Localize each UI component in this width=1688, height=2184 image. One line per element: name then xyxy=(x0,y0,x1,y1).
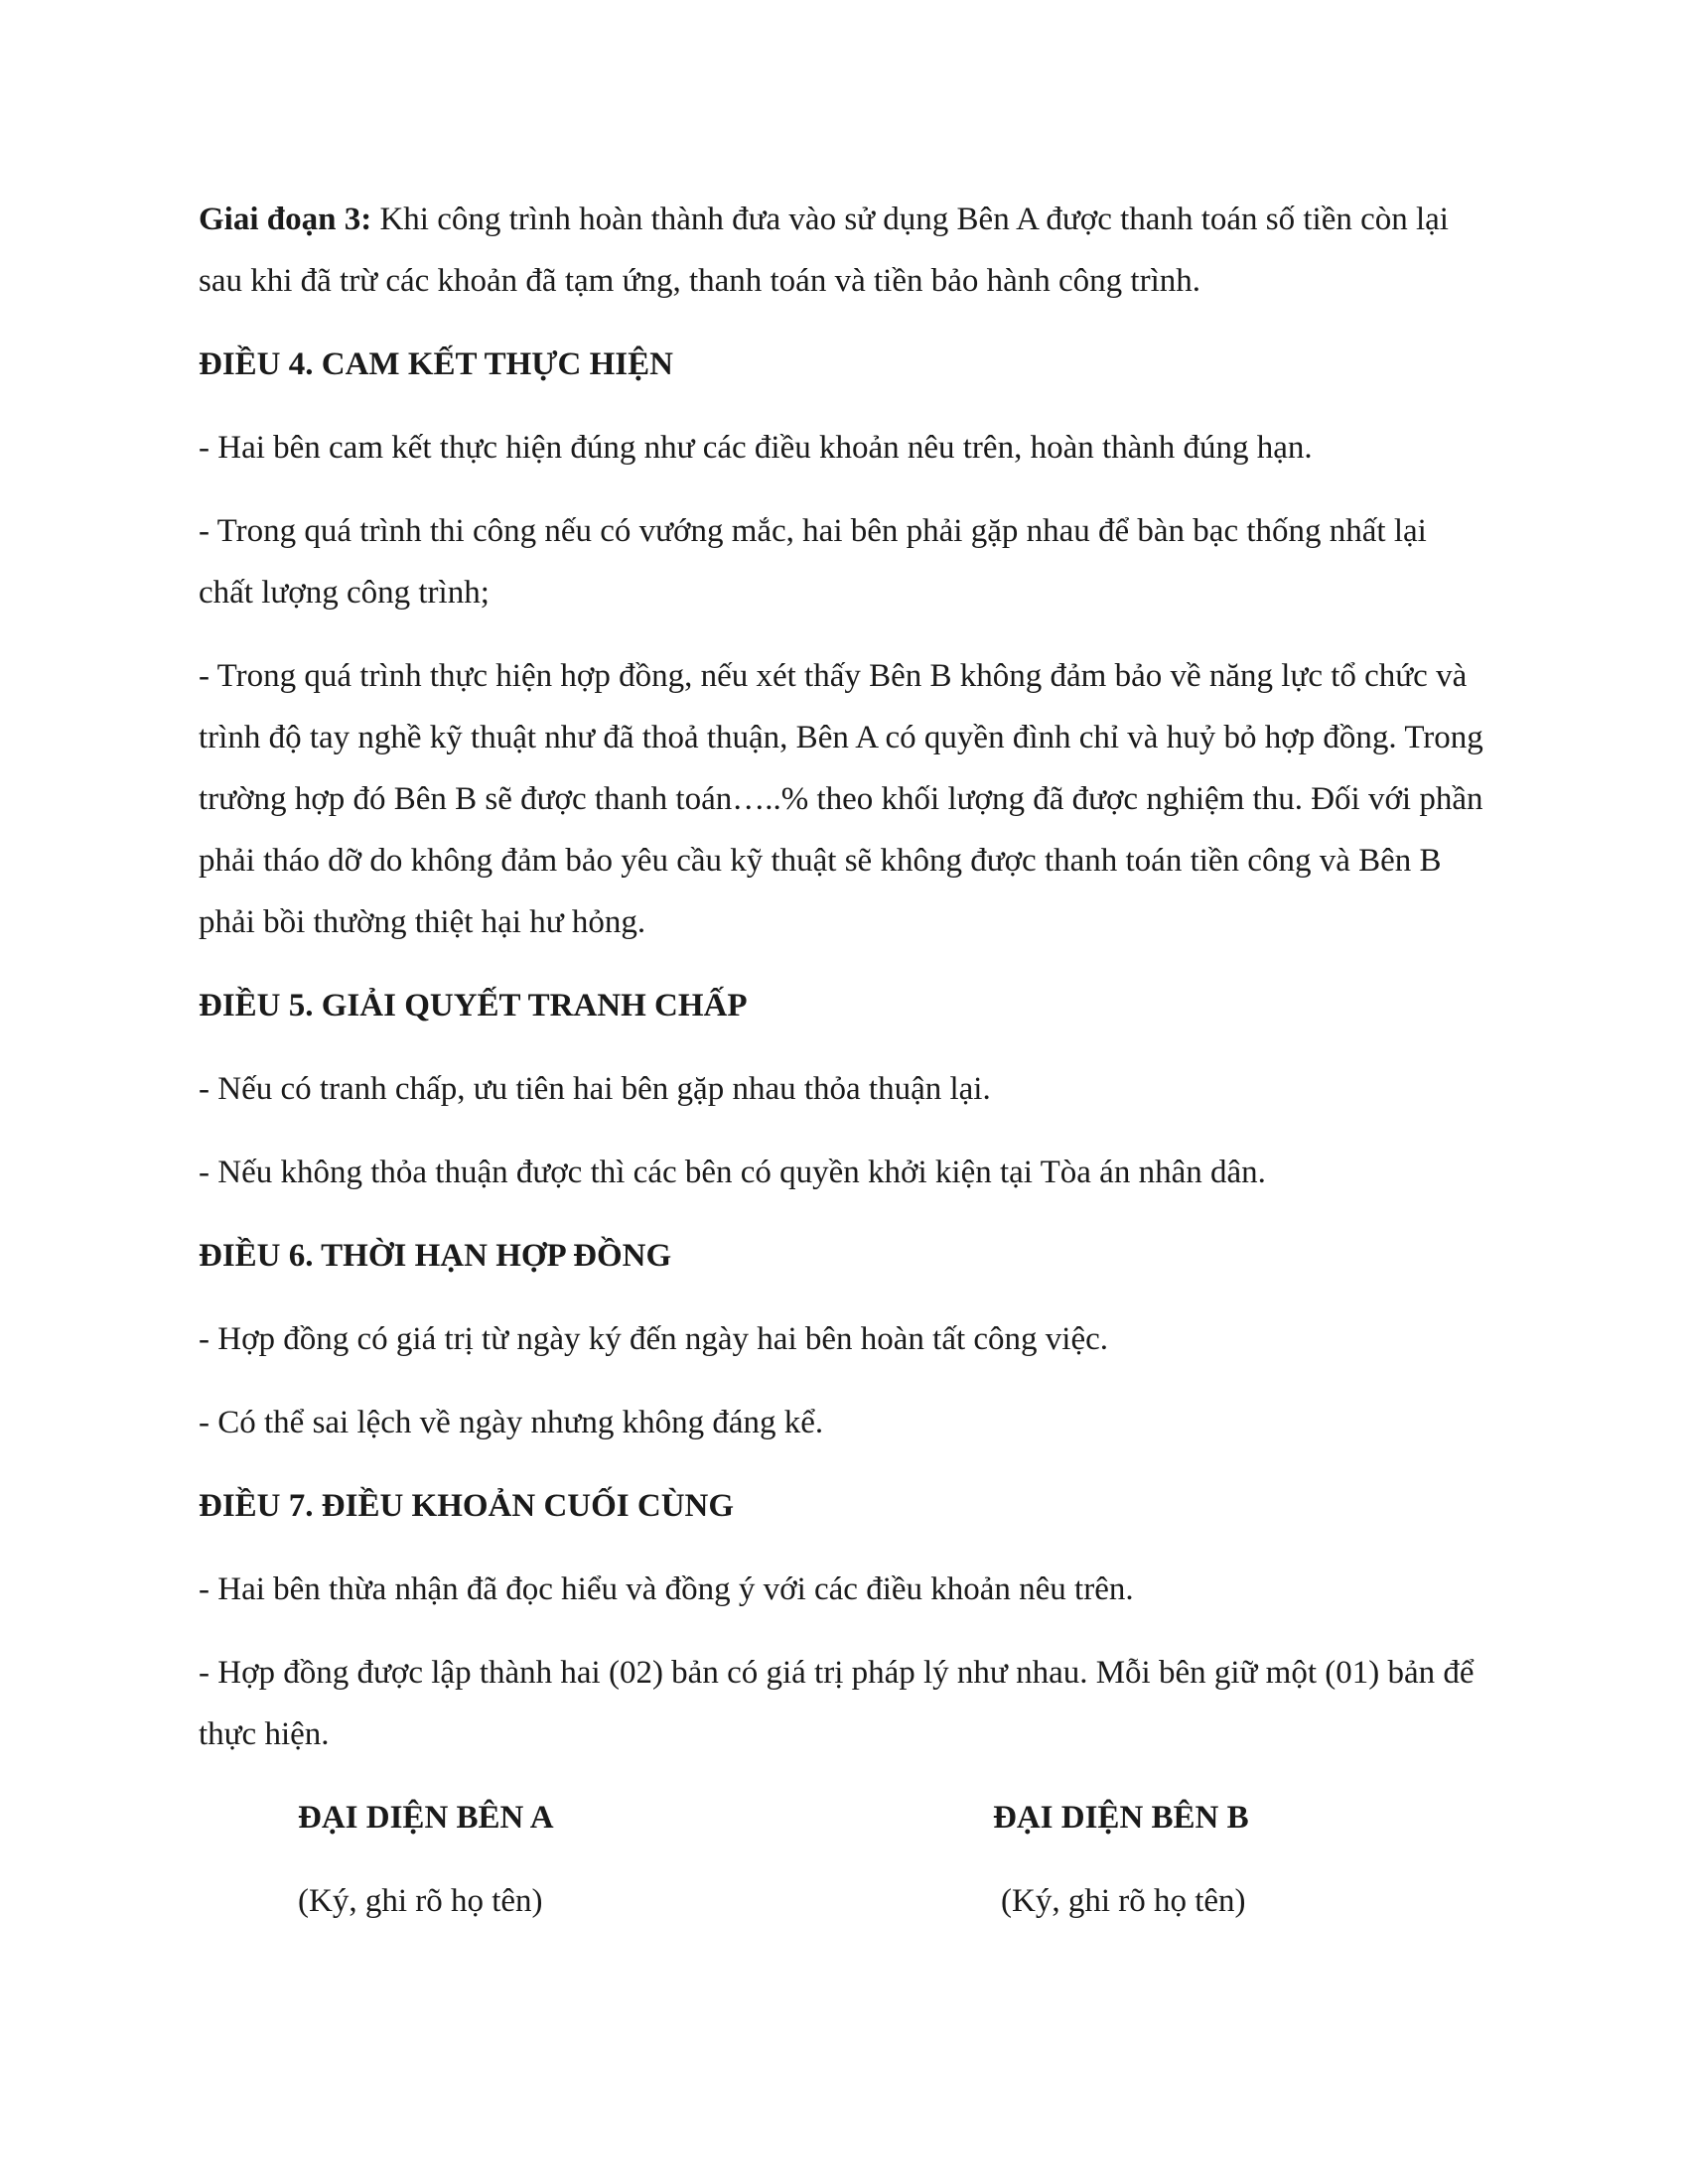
party-b-title: ĐẠI DIỆN BÊN B xyxy=(993,1800,1249,1836)
party-a-sign-note: (Ký, ghi rõ họ tên) xyxy=(298,1883,543,1919)
party-b-signature xyxy=(993,1787,1249,1932)
party-a-signature xyxy=(298,1787,554,1932)
article-7-item-1: - Hai bên thừa nhận đã đọc hiểu và đồng ý với các điều khoản nêu trên. xyxy=(199,1571,1134,1607)
article-6-item-1: - Hợp đồng có giá trị từ ngày ký đến ngày hai bên hoàn tất công việc. xyxy=(199,1321,1109,1357)
article-4-item-2: - Trong quá trình thi công nếu có vướng mắc, hai bên phải gặp nhau để bàn bạc thống nhất lại chất lượng công trình; xyxy=(199,513,1427,611)
article-4-item-1: - Hai bên cam kết thực hiện đúng như các điều khoản nêu trên, hoàn thành đúng hạn. xyxy=(199,430,1313,466)
stage-3-text: Khi công trình hoàn thành đưa vào sử dụng Bên A được thanh toán số tiền còn lại sau khi đã trừ các khoản đã tạm ứng, thanh toán và tiền bảo hành công trình. xyxy=(199,202,1449,299)
article-6-item-2: - Có thể sai lệch về ngày nhưng không đáng kể. xyxy=(199,1405,824,1440)
article-7-heading: ĐIỀU 7. ĐIỀU KHOẢN CUỐI CÙNG xyxy=(199,1488,735,1524)
article-5-heading: ĐIỀU 5. GIẢI QUYẾT TRANH CHẤP xyxy=(199,988,748,1024)
party-b-sign-note: (Ký, ghi rõ họ tên) xyxy=(1001,1883,1246,1919)
article-4-heading: ĐIỀU 4. CAM KẾT THỰC HIỆN xyxy=(199,346,673,382)
document-body xyxy=(199,189,1489,1787)
article-4-item-3: - Trong quá trình thực hiện hợp đồng, nếu xét thấy Bên B không đảm bảo về năng lực tổ chức và trình độ tay nghề kỹ thuật như đã thoả thuận, Bên A có quyền đình chỉ và huỷ bỏ hợp đồng. Trong trường hợp đó Bên B sẽ được thanh toán…..% theo khối lượng đã được nghiệm thu. Đối với phần phải tháo dỡ do không đảm bảo yêu cầu kỹ thuật sẽ không được thanh toán tiền công và Bên B phải bồi thường thiệt hại hư hỏng. xyxy=(199,658,1483,940)
stage-3-label: Giai đoạn 3: xyxy=(199,202,372,237)
article-7-item-2: - Hợp đồng được lập thành hai (02) bản có giá trị pháp lý như nhau. Mỗi bên giữ một (01) bản để thực hiện. xyxy=(199,1655,1475,1752)
stage-3-paragraph xyxy=(199,189,1489,312)
article-5-item-1: - Nếu có tranh chấp, ưu tiên hai bên gặp nhau thỏa thuận lại. xyxy=(199,1071,991,1107)
article-6-heading: ĐIỀU 6. THỜI HẠN HỢP ĐỒNG xyxy=(199,1238,672,1274)
party-a-title: ĐẠI DIỆN BÊN A xyxy=(298,1800,554,1836)
article-5-item-2: - Nếu không thỏa thuận được thì các bên có quyền khởi kiện tại Tòa án nhân dân. xyxy=(199,1155,1266,1190)
